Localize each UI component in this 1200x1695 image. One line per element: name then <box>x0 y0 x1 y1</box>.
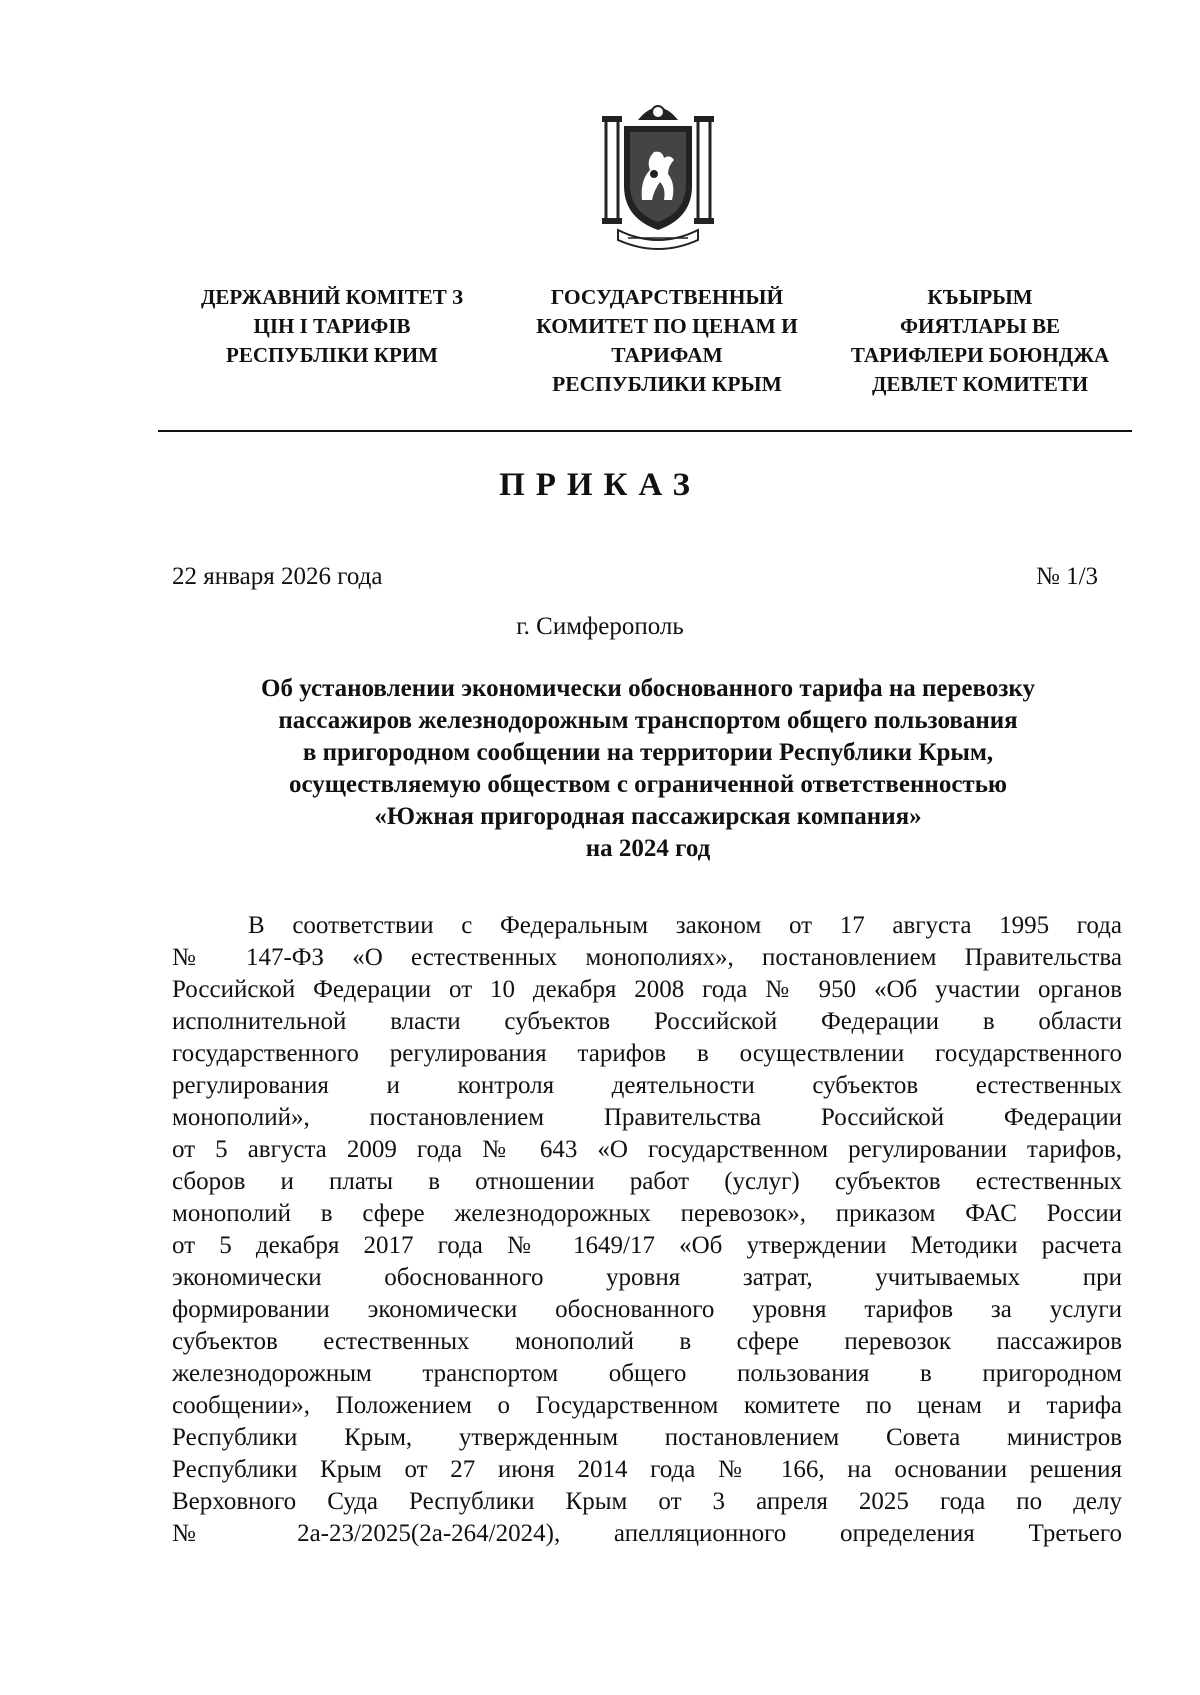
document-date: 22 января 2026 года <box>172 563 383 590</box>
header-crimean-tatar-line: КЪЫРЫМ <box>927 285 1033 309</box>
body-line: Российской Федерации от 10 декабря 2008 года № 950 «Об участии органов <box>172 976 1122 1003</box>
body-line: монополий», постановлением Правительства Российской Федерации <box>172 1104 1122 1131</box>
document-subject <box>160 673 1136 865</box>
subject-line: на 2024 год <box>585 835 711 862</box>
header-ukrainian-line: ДЕРЖАВНИЙ КОМІТЕТ З <box>200 285 464 309</box>
header-russian <box>508 283 826 399</box>
document-number: № 1/3 <box>1036 563 1099 590</box>
body-line: Республики Крым, утвержденным постановлением Совета министров <box>172 1424 1122 1451</box>
body-line: от 5 декабря 2017 года № 1649/17 «Об утверждении Методики расчета <box>172 1232 1122 1259</box>
body-line: государственного регулирования тарифов в осуществлении государственного <box>172 1040 1122 1067</box>
body-line: субъектов естественных монополий в сфере перевозок пассажиров <box>172 1328 1122 1355</box>
body-line: монополий в сфере железнодорожных перевозок», приказом ФАС России <box>172 1200 1122 1227</box>
body-line: Верховного Суда Республики Крым от 3 апреля 2025 года по делу <box>172 1488 1122 1515</box>
subject-line: пассажиров железнодорожным транспортом общего пользования <box>278 707 1018 734</box>
document-city: г. Симферополь <box>516 613 684 640</box>
document-body <box>172 910 1122 1550</box>
header-crimean-tatar-line: ДЕВЛЕТ КОМИТЕТИ <box>871 372 1089 396</box>
body-line: Республики Крым от 27 июня 2014 года № 166, на основании решения <box>172 1456 1122 1483</box>
body-line: сборов и платы в отношении работ (услуг) субъектов естественных <box>172 1168 1122 1195</box>
body-line: В соответствии с Федеральным законом от 17 августа 1995 года <box>248 912 1122 939</box>
body-line: формировании экономически обоснованного уровня тарифов за услуги <box>172 1296 1122 1323</box>
header-russian-line: ГОСУДАРСТВЕННЫЙ <box>550 285 784 309</box>
header-crimean-tatar <box>830 283 1130 399</box>
body-line: от 5 августа 2009 года № 643 «О государственном регулировании тарифов, <box>172 1136 1122 1163</box>
body-line: № 147-ФЗ «О естественных монополиях», постановлением Правительства <box>172 944 1122 971</box>
body-line: регулирования и контроля деятельности субъектов естественных <box>172 1072 1122 1099</box>
header-divider <box>158 430 1132 432</box>
header-russian-line: РЕСПУБЛИКИ КРЫМ <box>552 372 782 396</box>
header-ukrainian-line: РЕСПУБЛІКИ КРИМ <box>226 343 438 367</box>
body-line: железнодорожным транспортом общего пользования в пригородном <box>172 1360 1122 1387</box>
body-line: исполнительной власти субъектов Российской Федерации в области <box>172 1008 1122 1035</box>
subject-line: осуществляемую обществом с ограниченной ответственностью <box>288 771 1008 798</box>
header-russian-line: КОМИТЕТ ПО ЦЕНАМ И <box>536 314 798 338</box>
subject-line: Об установлении экономически обоснованного тарифа на перевозку <box>261 675 1035 702</box>
subject-line: в пригородном сообщении на территории Республики Крым, <box>302 739 994 766</box>
header-ukrainian-line: ЦІН І ТАРИФІВ <box>253 314 411 338</box>
document-title: ПРИКАЗ <box>499 467 701 503</box>
header-crimean-tatar-line: ТАРИФЛЕРИ БОЮНДЖА <box>850 343 1110 367</box>
body-line: сообщении», Положением о Государственном комитете по ценам и тарифа <box>172 1392 1122 1419</box>
header-ukrainian <box>172 283 492 370</box>
crimea-coat-of-arms-icon <box>598 90 718 255</box>
header-russian-line: ТАРИФАМ <box>611 343 723 367</box>
header-crimean-tatar-line: ФИЯТЛАРЫ ВЕ <box>899 314 1061 338</box>
body-line: № 2а-23/2025(2а-264/2024), апелляционного определения Третьего <box>172 1520 1122 1547</box>
body-line: экономически обоснованного уровня затрат, учитываемых при <box>172 1264 1122 1291</box>
subject-line: «Южная пригородная пассажирская компания» <box>374 803 922 830</box>
